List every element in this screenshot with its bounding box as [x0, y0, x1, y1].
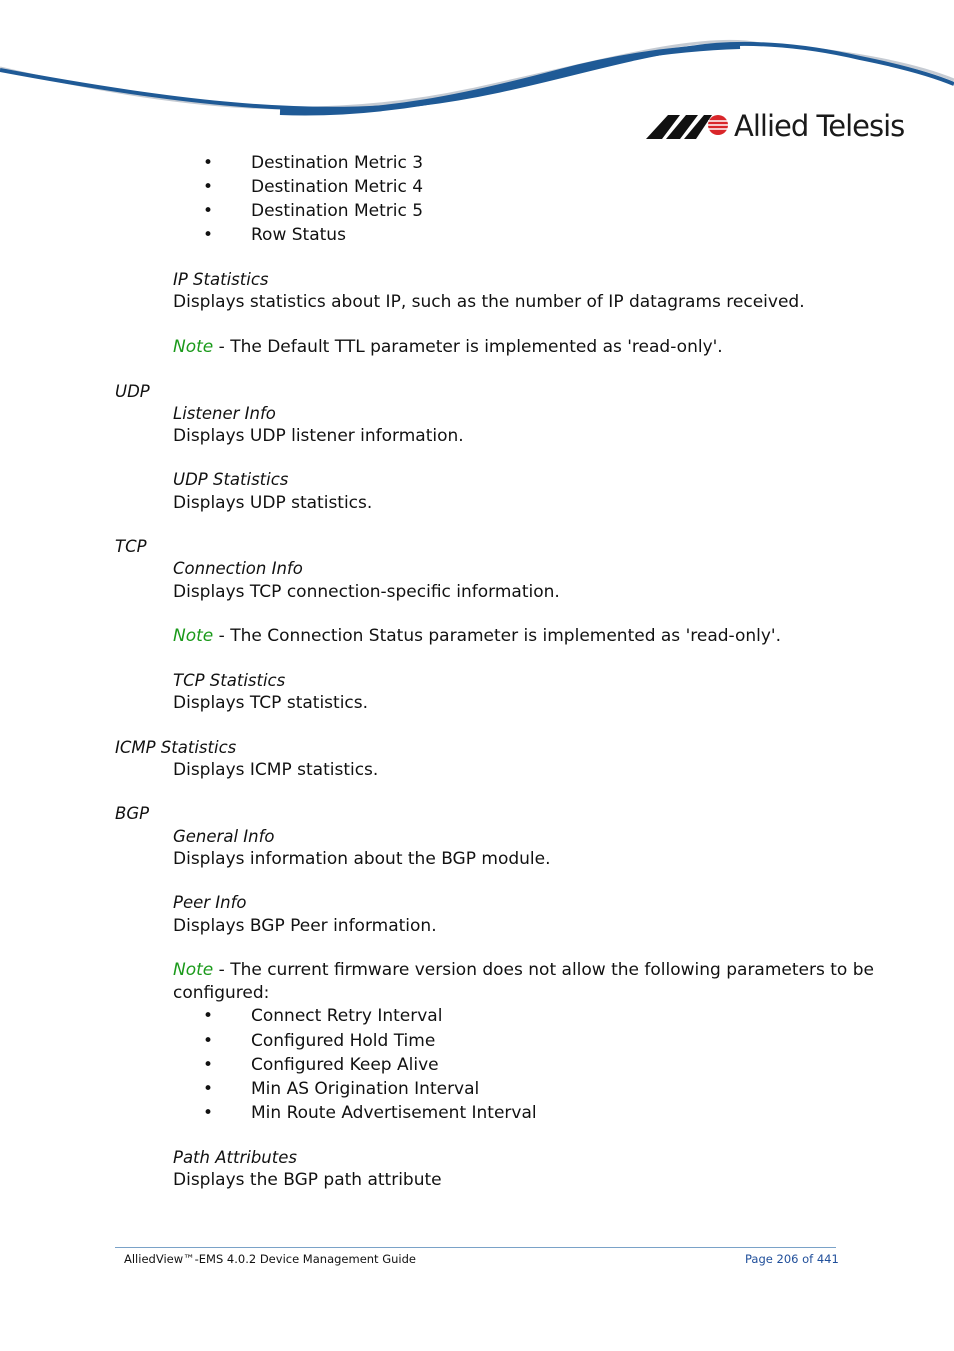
bullet: •: [203, 201, 214, 221]
note-text: - The Connection Status parameter is implemented as 'read-only'.: [213, 626, 782, 646]
bullet: •: [203, 177, 214, 197]
listener-info-heading: Listener Info: [173, 404, 276, 423]
list-item: Configured Hold Time: [251, 1031, 436, 1051]
connection-info-heading: Connection Info: [173, 559, 303, 578]
general-info-heading: General Info: [173, 827, 275, 846]
note-label: Note: [173, 626, 214, 646]
list-item: Min Route Advertisement Interval: [251, 1103, 537, 1123]
udp-statistics-heading: UDP Statistics: [173, 470, 289, 489]
note-text: - The Default TTL parameter is implemented as 'read-only'.: [213, 337, 723, 357]
bullet: •: [203, 1055, 214, 1075]
tcp-note: [173, 625, 781, 647]
logo-text: Allied Telesis: [734, 109, 905, 143]
list-item: Destination Metric 3: [251, 153, 424, 173]
ip-statistics-desc: Displays statistics about IP, such as the number of IP datagrams received.: [173, 292, 805, 312]
icmp-desc: Displays ICMP statistics.: [173, 760, 379, 780]
tcp-statistics-heading: TCP Statistics: [173, 671, 286, 690]
note-label: Note: [173, 337, 214, 357]
connection-info-desc: Displays TCP connection-specific information.: [173, 582, 560, 602]
allied-telesis-logo: [646, 108, 904, 144]
bullet: •: [203, 153, 214, 173]
bullet: •: [203, 225, 214, 245]
path-attributes-heading: Path Attributes: [173, 1148, 297, 1167]
ip-statistics-heading: IP Statistics: [173, 270, 269, 289]
bgp-note-cont: configured:: [173, 983, 270, 1003]
footer-page-number: Page 206 of 441: [745, 1252, 839, 1266]
logo-mark-icon: [646, 111, 728, 141]
bgp-note: [173, 959, 874, 981]
list-item: Connect Retry Interval: [251, 1006, 443, 1026]
bullet: •: [203, 1079, 214, 1099]
peer-info-desc: Displays BGP Peer information.: [173, 916, 437, 936]
list-item: Min AS Origination Interval: [251, 1079, 480, 1099]
bullet: •: [203, 1103, 214, 1123]
note-label: Note: [173, 960, 214, 980]
bgp-heading: BGP: [115, 804, 150, 823]
udp-heading: UDP: [115, 382, 150, 401]
note-text: - The current firmware version does not allow the following parameters to be: [213, 960, 874, 980]
bullet: •: [203, 1031, 214, 1051]
general-info-desc: Displays information about the BGP module.: [173, 849, 551, 869]
tcp-statistics-desc: Displays TCP statistics.: [173, 693, 369, 713]
bullet: •: [203, 1006, 214, 1026]
list-item: Destination Metric 5: [251, 201, 424, 221]
list-item: Row Status: [251, 225, 346, 245]
path-attributes-desc: Displays the BGP path attribute: [173, 1170, 442, 1190]
peer-info-heading: Peer Info: [173, 893, 247, 912]
list-item: Destination Metric 4: [251, 177, 424, 197]
listener-info-desc: Displays UDP listener information.: [173, 426, 464, 446]
icmp-heading: ICMP Statistics: [115, 738, 237, 757]
udp-statistics-desc: Displays UDP statistics.: [173, 493, 373, 513]
footer-doc-title: AlliedView™-EMS 4.0.2 Device Management Guide: [124, 1252, 416, 1266]
list-item: Configured Keep Alive: [251, 1055, 439, 1075]
tcp-heading: TCP: [115, 537, 147, 556]
ip-note: [173, 336, 723, 358]
footer-divider: [115, 1247, 836, 1248]
